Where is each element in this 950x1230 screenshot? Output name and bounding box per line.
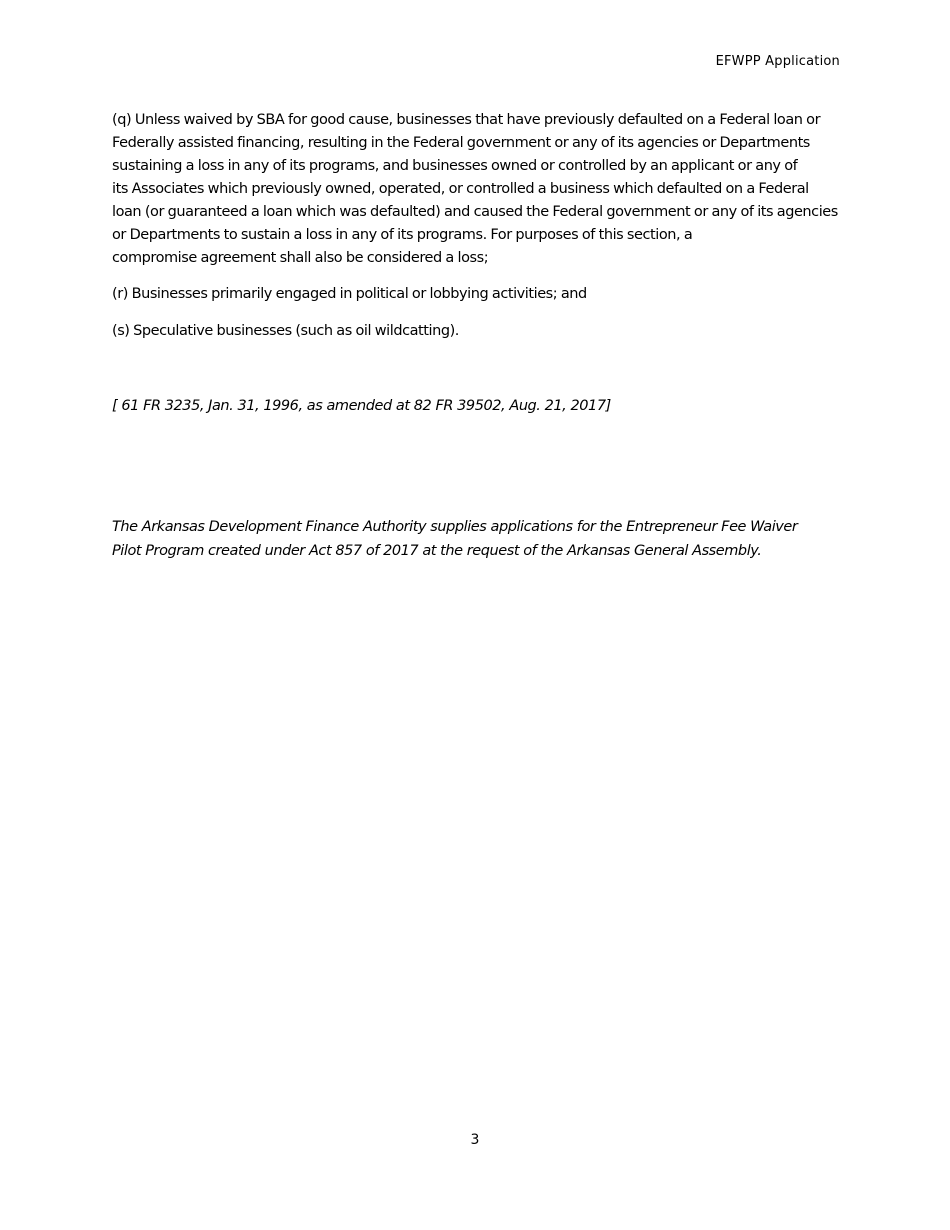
page-number: 3 [470,1132,480,1148]
paragraph-q-line: sustaining a loss in any of its programs, and businesses owned or controlled by an applicant or any of [112,158,798,174]
footer-note-line: The Arkansas Development Finance Authority supplies applications for the Entrepreneur Fee Waiver [112,519,798,535]
paragraph-q-line: loan (or guaranteed a loan which was defaulted) and caused the Federal government or any of its agencies [112,204,838,220]
paragraph-q-line: its Associates which previously owned, operated, or controlled a business which defaulted on a Federal [112,181,809,197]
paragraph-r: (r) Businesses primarily engaged in political or lobbying activities; and [112,286,587,302]
paragraph-q-line: Federally assisted financing, resulting in the Federal government or any of its agencies or Departments [112,135,810,151]
paragraph-s: (s) Speculative businesses (such as oil wildcatting). [112,323,459,339]
footer-note-line: Pilot Program created under Act 857 of 2017 at the request of the Arkansas General Assembly. [112,543,762,559]
paragraph-q-line: compromise agreement shall also be considered a loss; [112,250,489,266]
document-header-title: EFWPP Application [715,54,840,69]
paragraph-q-line: or Departments to sustain a loss in any of its programs. For purposes of this section, a [112,227,693,243]
paragraph-q-line: (q) Unless waived by SBA for good cause, businesses that have previously defaulted on a Federal loan or [112,112,821,128]
paragraph-q [112,109,842,270]
footer-note [112,515,852,563]
regulation-citation: [ 61 FR 3235, Jan. 31, 1996, as amended at 82 FR 39502, Aug. 21, 2017] [112,398,611,414]
